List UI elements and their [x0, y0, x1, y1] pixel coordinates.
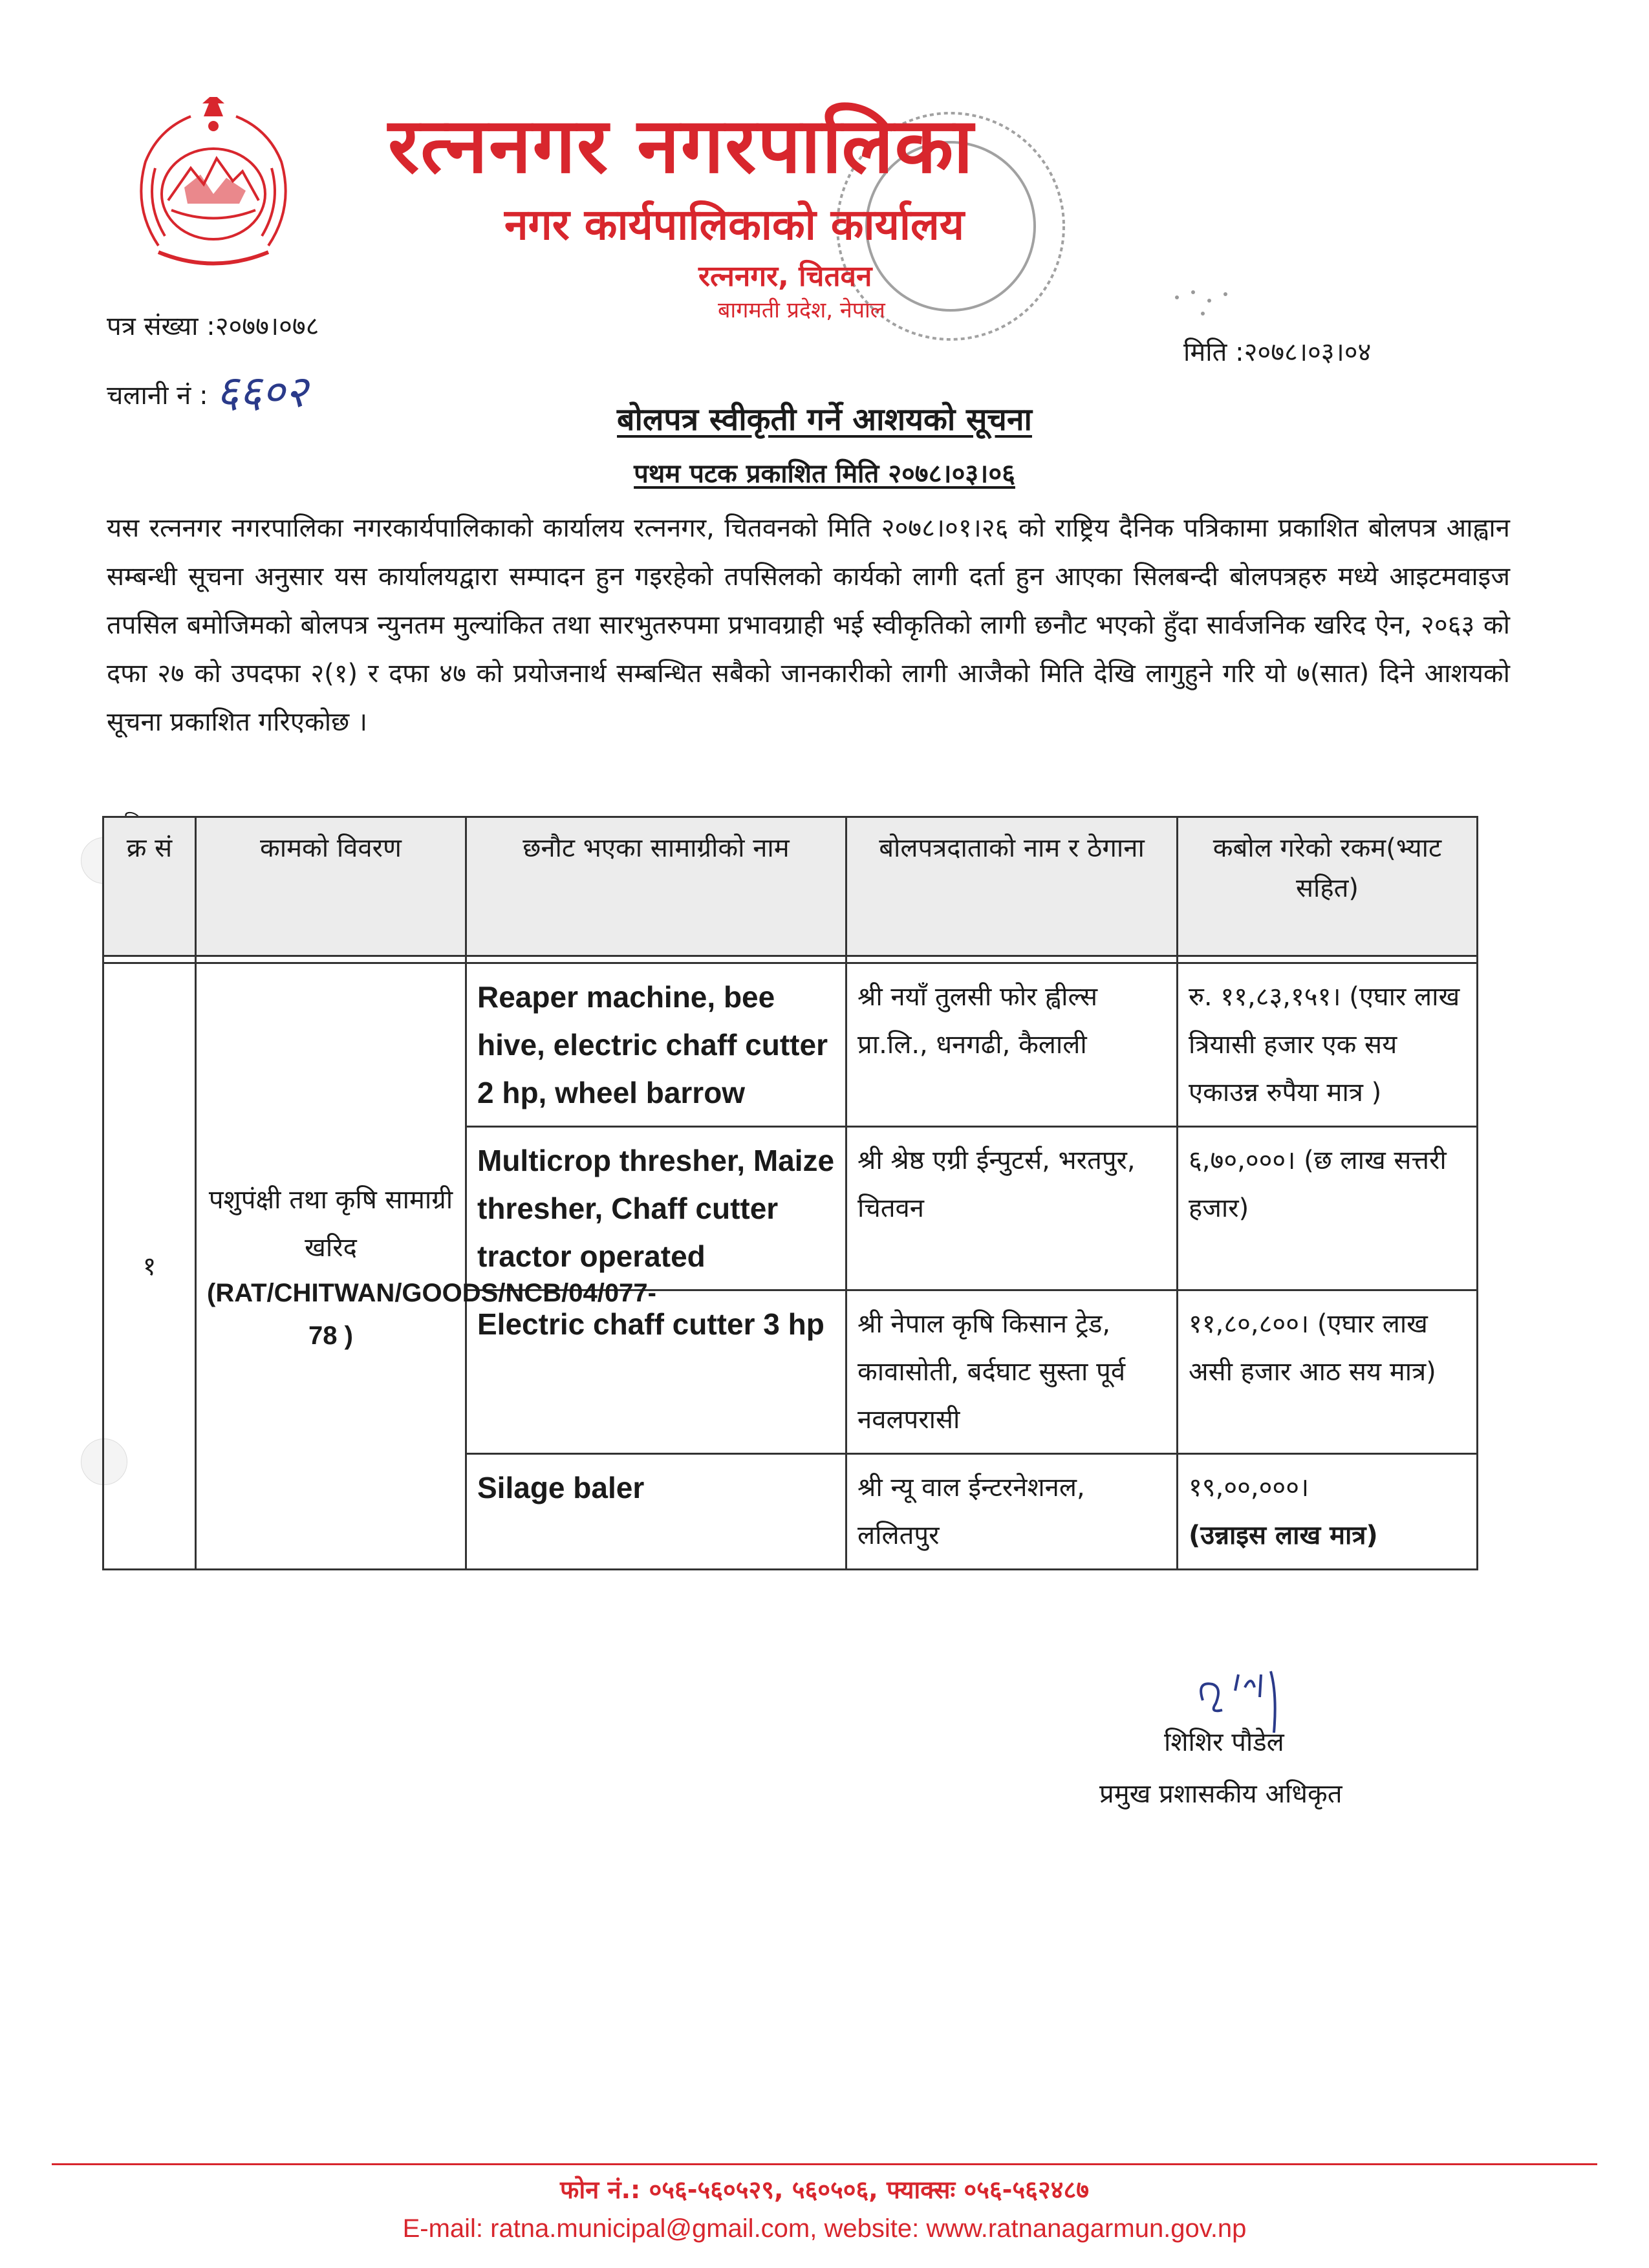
amount-cell: रु. ११,८३,१५१। (एघार लाख त्रियासी हजार एक सय एकाउन्न रुपैया मात्र )	[1178, 963, 1478, 1127]
header-items: छनौट भएका सामाग्रीको नाम	[466, 817, 846, 956]
bidder-cell: श्री श्रेष्ठ एग्री ईन्पुटर्स, भरतपुर, चितवन	[846, 1127, 1178, 1290]
amount-cell: ११,८०,८००। (एघार लाख असी हजार आठ सय मात्र)	[1178, 1290, 1478, 1454]
header-work: कामको विवरण	[196, 817, 466, 956]
items-cell: Multicrop thresher, Maize thresher, Chaff cutter tractor operated	[466, 1127, 846, 1290]
footer-contact: E-mail: ratna.municipal@gmail.com, website: www.ratnanagarmun.gov.np	[402, 2214, 1247, 2243]
dispatch-value-handwritten: ६६०२	[216, 367, 308, 418]
work-code: (RAT/CHITWAN/GOODS/NCB/04/077-78 )	[207, 1278, 656, 1350]
letter-number: पत्र संख्या :२०७७।०७८	[107, 312, 319, 341]
bidder-cell: श्री नेपाल कृषि किसान ट्रेड, कावासोती, बर्दघाट सुस्ता पूर्व नवलपरासी	[846, 1290, 1178, 1454]
faint-mark-icon	[1164, 284, 1242, 330]
first-published-date: पथम पटक प्रकाशित मिति २०७८।०३।०६	[634, 459, 1015, 489]
amount-cell: ६,७०,०००। (छ लाख सत्तरी हजार)	[1178, 1127, 1478, 1290]
notice-title: बोलपत्र स्वीकृती गर्ने आशयको सूचना	[617, 401, 1032, 438]
table-header-row	[103, 817, 1478, 956]
signer-name: शिशिर पौडेल	[1164, 1728, 1284, 1757]
items-cell: Electric chaff cutter 3 hp	[466, 1290, 846, 1454]
office-address: रत्ननगर, चितवन	[698, 260, 872, 293]
items-cell: Silage baler	[466, 1454, 846, 1570]
bidder-cell: श्री न्यू वाल ईन्टरनेशनल, ललितपुर	[846, 1454, 1178, 1570]
award-table	[102, 816, 1476, 1570]
footer-phone: फोन नं.: ०५६-५६०५२९, ५६०५०६, फ्याक्सः ०५६-५६२४८७	[560, 2176, 1089, 2204]
office-name: नगर कार्यपालिकाको कार्यालय	[504, 200, 964, 250]
dispatch-label: चलानी नं :	[107, 381, 208, 411]
table-spacer-row	[103, 956, 1478, 963]
table-row	[103, 963, 1478, 1127]
header-bidder: बोलपत्रदाताको नाम र ठेगाना	[846, 817, 1178, 956]
bidder-cell: श्री नयाँ तुलसी फोर ह्वील्स प्रा.लि., धनगढी, कैलाली	[846, 963, 1178, 1127]
nepal-emblem-icon	[120, 97, 307, 278]
office-province: बागमती प्रदेश, नेपाल	[718, 297, 885, 323]
amount-cell	[1178, 1454, 1478, 1570]
signer-title: प्रमुख प्रशासकीय अधिकृत	[1099, 1779, 1342, 1809]
notice-body: यस रत्ननगर नगरपालिका नगरकार्यपालिकाको कार्यालय रत्ननगर, चितवनको मिति २०७८।०१।२६ को राष्ट्रिय दैनिक पत्रिकामा प्रकाशित बोलपत्र आह्वान सम्बन्धी सूचना अनुसार यस कार्यालयद्वारा सम्पादन हुन गइरहेको तपसिलको कार्यको लागी दर्ता हुन आएका सिलबन्दी बोलपत्रहरु मध्ये आइटमवाइज तपसिल बमोजिमको बोलपत्र न्युनतम मुल्यांकित तथा सारभुतरुपमा प्रभावग्राही भई स्वीकृतिको लागी छनौट भएको हुँदा सार्वजनिक खरिद ऐन, २०६३ को दफा २७ को उपदफा २(१) र दफा ४७ को प्रयोजनार्थ सम्बन्धित सबैको जानकारीको लागी आजैको मिति देखि लागुहुने गरि यो ७(सात) दिने आशयको सूचना प्रकाशित गरिएकोछ ।	[107, 513, 1510, 737]
amount-words: (उन्नाइस लाख मात्र)	[1189, 1521, 1378, 1550]
letter-date: मिति :२०७८।०३।०४	[1183, 337, 1372, 367]
org-name: रत्ननगर नगरपालिका	[388, 101, 975, 190]
footer-divider	[52, 2163, 1597, 2165]
header-sn: क्र सं	[103, 817, 196, 956]
work-name: पशुपंक्षी तथा कृषि सामाग्री खरिद	[208, 1184, 453, 1263]
items-cell: Reaper machine, bee hive, electric chaff cutter 2 hp, wheel barrow	[466, 963, 846, 1127]
serial-number: १	[103, 963, 196, 1570]
header-amount: कबोल गरेको रकम(भ्याट सहित)	[1178, 817, 1478, 956]
amount-figure: १९,००,०००।	[1189, 1473, 1310, 1503]
